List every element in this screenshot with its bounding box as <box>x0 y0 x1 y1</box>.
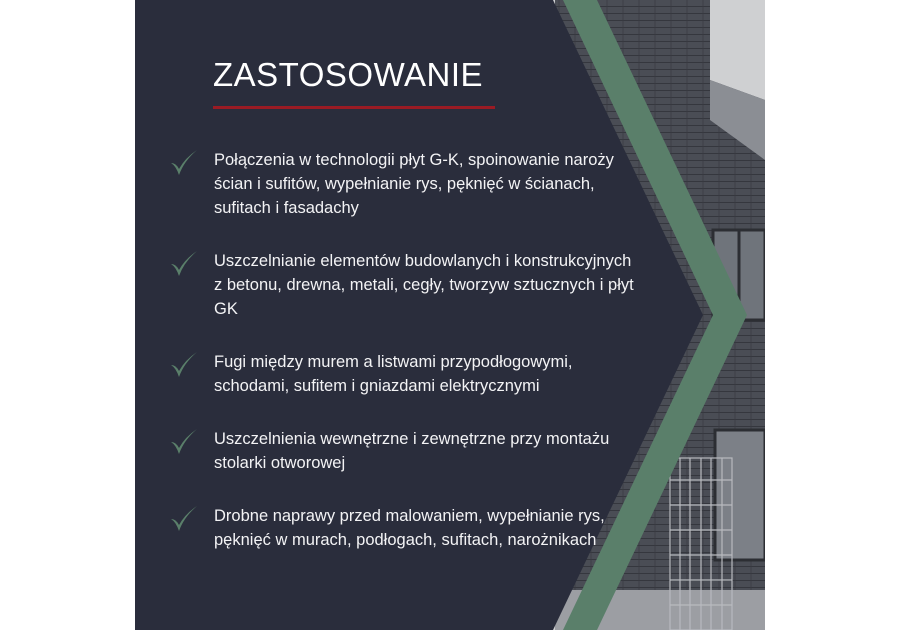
list-item-text: Drobne naprawy przed malowaniem, wypełnianie rys, pęknięć w murach, podłogach, sufitach, narożnikach <box>214 507 605 549</box>
checkmark-icon <box>169 249 199 279</box>
list-item-text: Uszczelnianie elementów budowlanych i konstrukcyjnych z betonu, drewna, metali, cegły, tworzyw sztucznych i płyt GK <box>214 252 634 318</box>
title-underline <box>213 106 495 109</box>
checkmark-icon <box>169 350 199 380</box>
list-item-text: Fugi między murem a listwami przypodłogowymi, schodami, sufitem i gniazdami elektrycznymi <box>214 353 573 395</box>
infographic-panel <box>135 0 765 630</box>
checkmark-icon <box>169 148 199 178</box>
checkmark-icon <box>169 427 199 457</box>
checkmark-icon <box>169 504 199 534</box>
list-item-text: Uszczelnienia wewnętrzne i zewnętrzne przy montażu stolarki otworowej <box>214 430 610 472</box>
section-title: ZASTOSOWANIE <box>213 56 484 93</box>
list-item-text: Połączenia w technologii płyt G-K, spoinowanie naroży ścian i sufitów, wypełnianie rys, pęknięć w ścianach, sufitach i fasadachy <box>214 151 614 217</box>
